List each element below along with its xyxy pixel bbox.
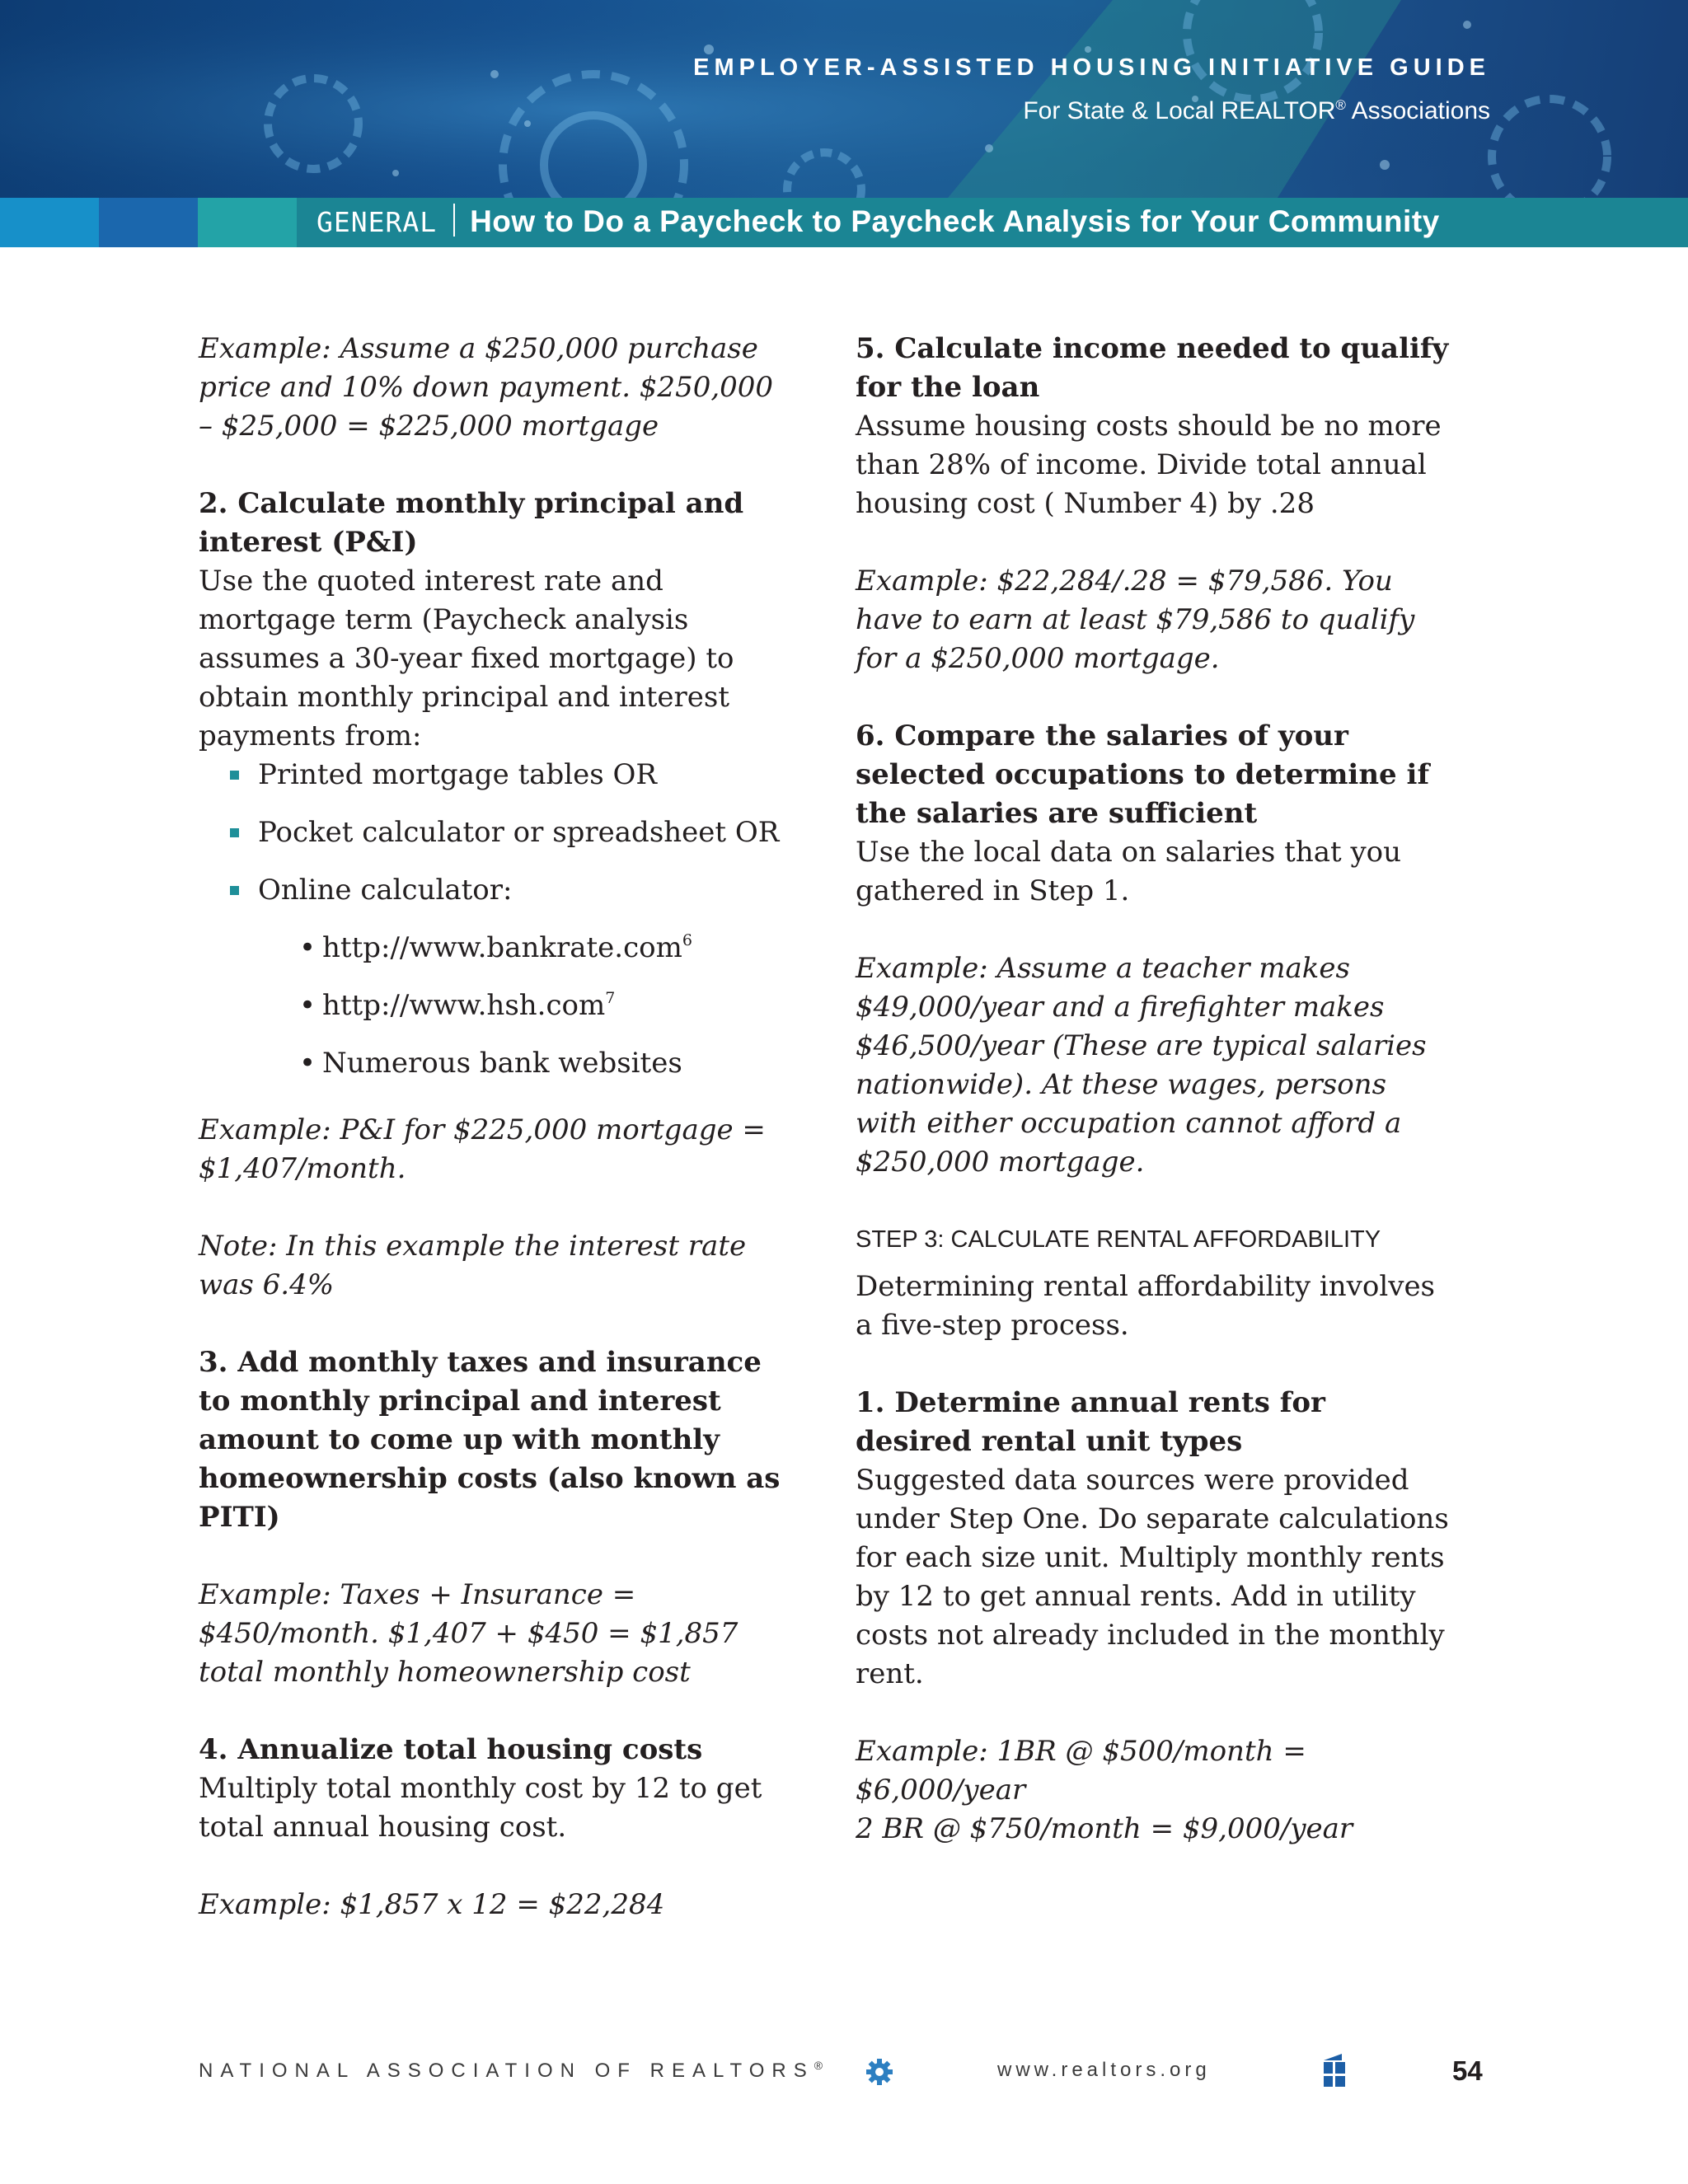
- step6-body: Use the local data on salaries that you gathered in Step 1.: [856, 836, 1402, 907]
- section-bar: [0, 198, 1688, 247]
- footnote-marker: 7: [605, 989, 616, 1007]
- step3-heading: 3. Add monthly taxes and insurance to monthly principal and interest amount to come up with monthly homeownership costs (also known as PITI): [199, 1346, 781, 1534]
- guide-subtitle: [1023, 97, 1490, 125]
- section-title: How to Do a Paycheck to Paycheck Analysis for Your Community: [470, 204, 1440, 238]
- page-number: 54: [1452, 2055, 1483, 2086]
- step2-body: Use the quoted interest rate and mortgage term (Paycheck analysis assumes a 30-year fixed mortgage) to obtain monthly principal and interest payments from:: [199, 565, 734, 752]
- footnote-marker: 6: [682, 931, 692, 949]
- gear-icon: [865, 2058, 893, 2086]
- registered-mark: ®: [814, 2059, 823, 2072]
- list-item: Online calculator:: [258, 871, 792, 910]
- website-list: [199, 929, 792, 1083]
- guide-title: EMPLOYER-ASSISTED HOUSING INITIATIVE GUIDE: [693, 54, 1490, 81]
- house-icon: [1320, 2052, 1348, 2088]
- rent1-heading: 1. Determine annual rents for desired rental unit types: [856, 1386, 1325, 1458]
- subtitle-suffix: Associations: [1345, 97, 1490, 124]
- link-hsh[interactable]: http://www.hsh.com: [322, 989, 606, 1022]
- step4-heading: 4. Annualize total housing costs: [199, 1733, 703, 1766]
- example-pi: Example: P&I for $225,000 mortgage = $1,407/month.: [199, 1113, 766, 1185]
- section-divider: [453, 204, 455, 237]
- source-list: [199, 756, 792, 910]
- registered-mark: ®: [1335, 97, 1346, 113]
- example-piti: Example: Taxes + Insurance = $450/month. $1,407 + $450 = $1,857 total monthly homeownership cost: [199, 1578, 738, 1689]
- bank-websites: Numerous bank websites: [322, 1047, 682, 1080]
- list-item: [322, 929, 792, 968]
- list-item: [322, 987, 792, 1025]
- subtitle-text: For State & Local REALTOR: [1023, 97, 1336, 124]
- example-income: Example: $22,284/.28 = $79,586. You have to earn at least $79,586 to qualify for a $250,000 mortgage.: [856, 565, 1415, 675]
- section-label: [316, 204, 1440, 239]
- step3-label: STEP 3: CALCULATE RENTAL AFFORDABILITY: [856, 1226, 1381, 1253]
- link-bankrate[interactable]: http://www.bankrate.com: [322, 931, 682, 964]
- step5-body: Assume housing costs should be no more than 28% of income. Divide total annual housing cost ( Number 4) by .28: [856, 410, 1442, 520]
- example-annual: Example: $1,857 x 12 = $22,284: [199, 1888, 665, 1921]
- footer-website[interactable]: www.realtors.org: [997, 2059, 1211, 2081]
- example-salaries: Example: Assume a teacher makes $49,000/year and a firefighter makes $46,500/year (These are typical salaries nationwide). At these wages, persons with either occupation cannot afford a $250,000 mortgage.: [856, 952, 1427, 1179]
- bar-segment: [0, 198, 99, 247]
- note-interest-rate: Note: In this example the interest rate was 6.4%: [199, 1230, 747, 1301]
- step2-heading: 2. Calculate monthly principal and interest (P&I): [199, 487, 744, 559]
- section-category: GENERAL: [316, 206, 438, 238]
- example-rents-1br: Example: 1BR @ $500/month = $6,000/year: [856, 1735, 1306, 1807]
- example-rents-2br: 2 BR @ $750/month = $9,000/year: [856, 1812, 1353, 1845]
- list-item: Pocket calculator or spreadsheet OR: [258, 813, 792, 852]
- left-column: [199, 330, 792, 1924]
- bar-segment: [198, 198, 297, 247]
- list-item: Printed mortgage tables OR: [258, 756, 792, 794]
- step6-heading: 6. Compare the salaries of your selected occupations to determine if the salaries are sufficient: [856, 719, 1430, 830]
- step4-body: Multiply total monthly cost by 12 to get total annual housing cost.: [199, 1772, 762, 1844]
- bar-segment: [99, 198, 198, 247]
- org-name-text: NATIONAL ASSOCIATION OF REALTORS: [199, 2060, 814, 2082]
- step5-heading: 5. Calculate income needed to qualify for the loan: [856, 332, 1449, 404]
- rent1-body: Suggested data sources were provided under Step One. Do separate calculations for each size unit. Multiply monthly rents by 12 to get annual rents. Add in utility costs not already included in the monthly rent.: [856, 1464, 1449, 1690]
- example-mortgage: Example: Assume a $250,000 purchase price and 10% down payment. $250,000 – $25,000 = $225,000 mortgage: [199, 332, 774, 443]
- right-column: [856, 330, 1449, 1849]
- list-item: [322, 1044, 792, 1083]
- header-banner: [0, 0, 1688, 198]
- rental-intro: Determining rental affordability involves a five-step process.: [856, 1270, 1436, 1342]
- footer-org-name: [199, 2059, 823, 2083]
